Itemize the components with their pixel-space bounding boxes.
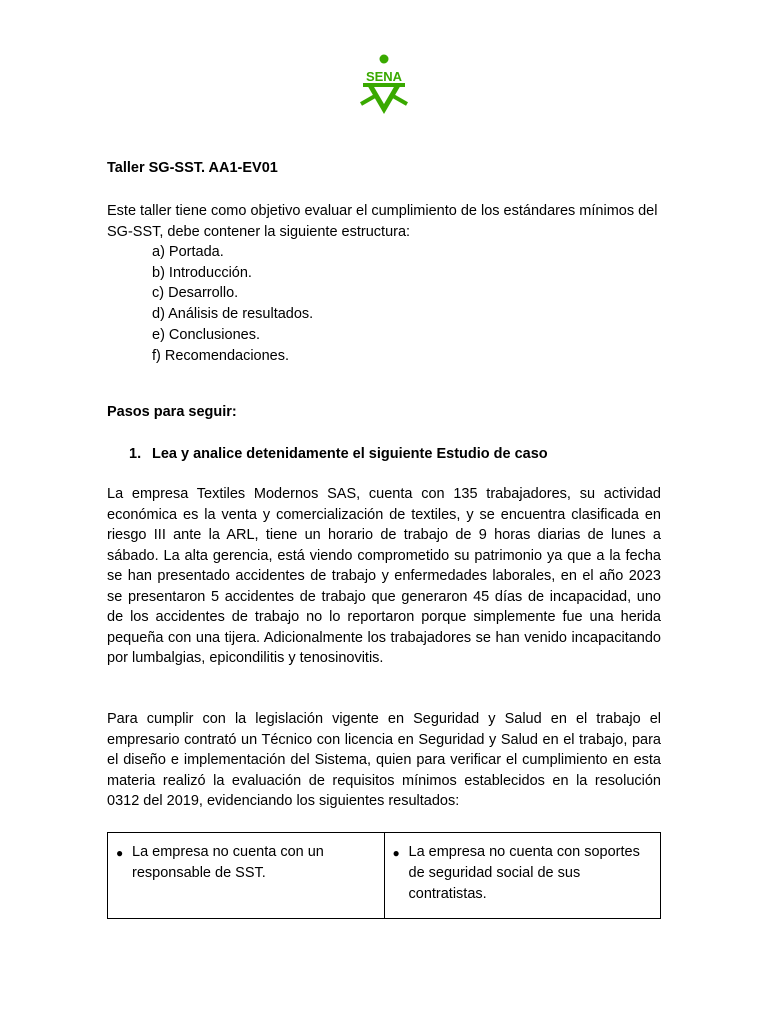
step-1	[129, 446, 548, 462]
results-cell	[108, 833, 384, 918]
bullet-icon: ●	[392, 846, 400, 860]
structure-item: e) Conclusiones.	[152, 326, 260, 343]
sena-logo	[355, 54, 413, 114]
document-title: Taller SG-SST. AA1-EV01	[107, 160, 278, 176]
sena-logo-icon	[355, 54, 413, 114]
case-paragraph-2: Para cumplir con la legislación vigente en Seguridad y Salud en el trabajo el empresario contrató un Técnico con licencia en Seguridad y Salud en el trabajo, para el diseño e implementación del Sistema, quien para verificar el cumplimiento en esta materia realizó la evaluación de requisitos mínimos establecidos en la resolución 0312 del 2019, evidenciando los siguientes resultados:	[107, 711, 661, 809]
step-1-text: Lea y analice detenidamente el siguiente Estudio de caso	[152, 446, 548, 462]
structure-item: c) Desarrollo.	[152, 285, 239, 302]
structure-item: a) Portada.	[152, 244, 224, 260]
structure-item: d) Análisis de resultados.	[152, 306, 314, 323]
bullet-icon: ●	[116, 846, 124, 860]
structure-item: f) Recomendaciones.	[152, 347, 290, 364]
sena-logo-text: SENA	[365, 69, 403, 84]
step-1-number: 1.	[129, 446, 142, 462]
steps-heading: Pasos para seguir:	[107, 404, 237, 420]
structure-list	[152, 242, 313, 366]
result-text: La empresa no cuenta con un responsable de SST.	[132, 844, 324, 881]
structure-item: b) Introducción.	[152, 264, 252, 281]
results-table	[107, 832, 661, 919]
case-paragraph-1: La empresa Textiles Modernos SAS, cuenta con 135 trabajadores, su actividad económica es la venta y comercialización de textiles, y se encuentra clasificada en riesgo III ante la ARL, tiene un horario de trabajo de 9 horas diarias de lunes a sábado. La alta gerencia, está viendo comprometido su patrimonio ya que a la fecha se han presentado accidentes de trabajo y enfermedades laborales, en el año 2023 se presentaron 5 accidentes de trabajo que generaron 45 días de incapacidad, uno de los accidentes de trabajo no lo reportaron porque simplemente fue una herida pequeña con una tijera. Adicionalmente los trabajadores se han venido incapacitando por lumbalgias, epicondilitis y tenosinovitis.	[107, 486, 661, 666]
results-cell	[384, 833, 661, 918]
result-text: La empresa no cuenta con soportes de seguridad social de sus contratistas.	[408, 844, 640, 902]
intro-text: Este taller tiene como objetivo evaluar el cumplimiento de los estándares mínimos del SG-SST, debe contener la siguiente estructura:	[107, 203, 658, 240]
